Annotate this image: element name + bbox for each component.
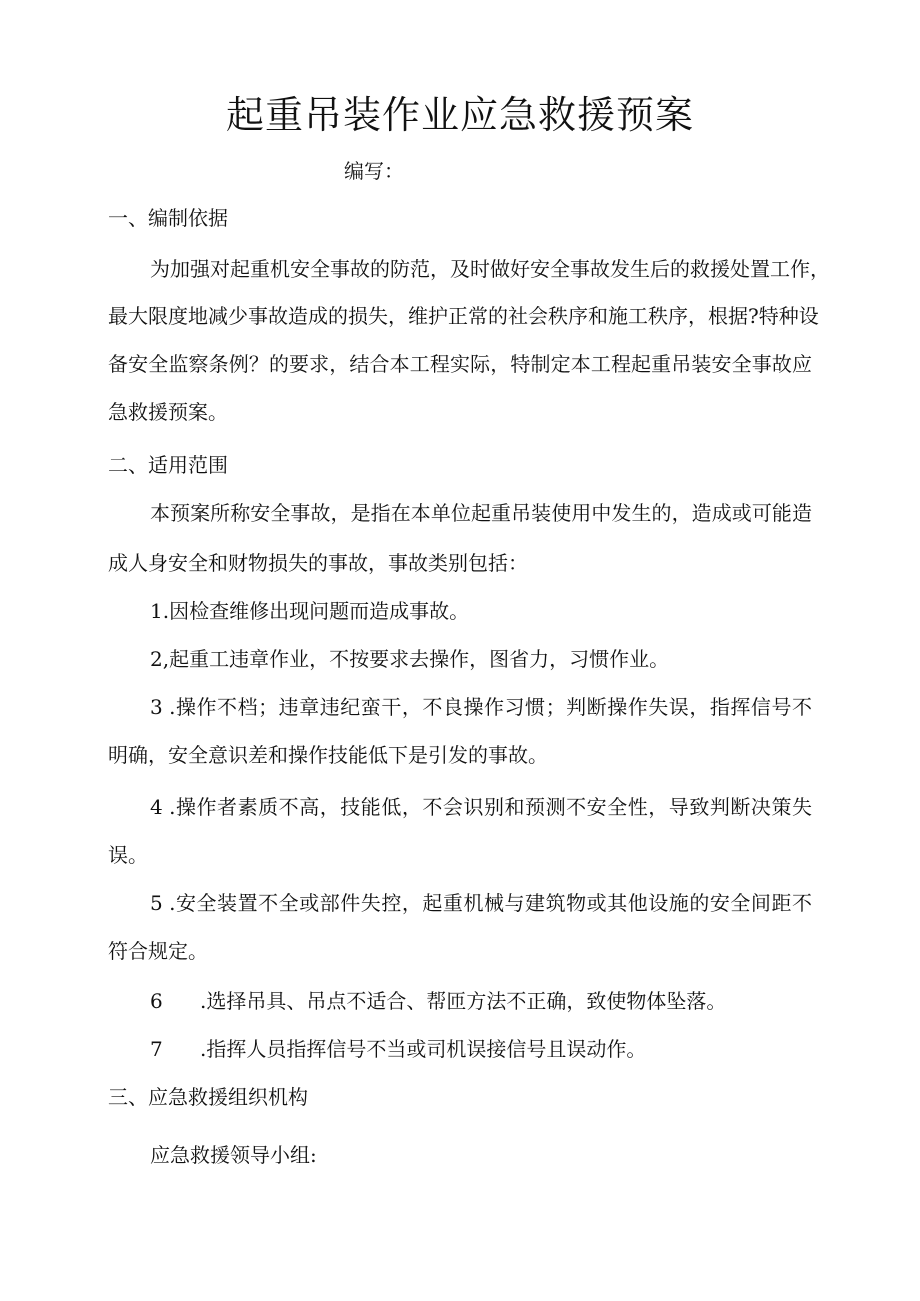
list-item <box>150 888 812 918</box>
item-number: 6 <box>150 989 163 1013</box>
item-text: 操作不档；违章违纪蛮干，不良操作习惯；判断操作失误，指挥信号不 <box>175 695 812 719</box>
list-item <box>150 692 812 722</box>
item-text: .指挥人员指挥信号不当或司机误接信号且误动作。 <box>200 1037 647 1061</box>
item-number: 3 . <box>150 695 176 719</box>
paragraph-line: 应急救援领导小组: <box>150 1143 317 1167</box>
list-item <box>150 596 469 626</box>
paragraph-line: 成人身安全和财物损失的事故，事故类别包括： <box>108 551 528 575</box>
item-text: 因检查维修出现问题而造成事故。 <box>169 599 470 623</box>
document-title: 起重吊装作业应急救援预案 <box>225 93 694 137</box>
list-item <box>150 1034 646 1064</box>
paragraph-line: 备安全监察条例？的要求，结合本工程实际，特制定本工程起重吊装安全事故应 <box>108 352 812 376</box>
item-number: 1. <box>150 599 170 623</box>
list-item <box>150 644 669 674</box>
item-number: 5 . <box>150 891 176 915</box>
list-item <box>150 986 726 1016</box>
item-continuation: 符合规定。 <box>108 939 208 963</box>
paragraph-line: 为加强对起重机安全事故的防范，及时做好安全事故发生后的救援处置工作， <box>150 257 830 281</box>
item-text: 操作者素质不高，技能低，不会识别和预测不安全性，导致判断决策失 <box>175 795 812 819</box>
item-continuation: 明确，安全意识差和操作技能低下是引发的事故。 <box>108 743 548 767</box>
item-text: 起重工违章作业，不按要求去操作，图省力，习惯作业。 <box>169 647 670 671</box>
item-text: .选择吊具、吊点不适合、帮匝方法不正确，致使物体坠落。 <box>200 989 727 1013</box>
list-item <box>150 792 812 822</box>
section-heading-organization: 三、应急救援组织机构 <box>108 1085 308 1109</box>
section-heading-basis: 一、编制依据 <box>108 206 228 230</box>
item-continuation: 误。 <box>108 843 148 867</box>
item-number: 7 <box>150 1037 163 1061</box>
item-number: 2, <box>150 647 170 671</box>
paragraph-line: 最大限度地减少事故造成的损失，维护正常的社会秩序和施工秩序，根据?特种设 <box>108 304 819 328</box>
paragraph-line: 本预案所称安全事故，是指在本单位起重吊装使用中发生的，造成或可能造 <box>150 501 812 525</box>
item-text: 安全装置不全或部件失控，起重机械与建筑物或其他设施的安全间距不 <box>175 891 812 915</box>
item-number: 4 . <box>150 795 176 819</box>
paragraph-line: 急救援预案。 <box>108 400 228 424</box>
author-label: 编写： <box>344 159 404 183</box>
section-heading-scope: 二、适用范围 <box>108 453 228 477</box>
